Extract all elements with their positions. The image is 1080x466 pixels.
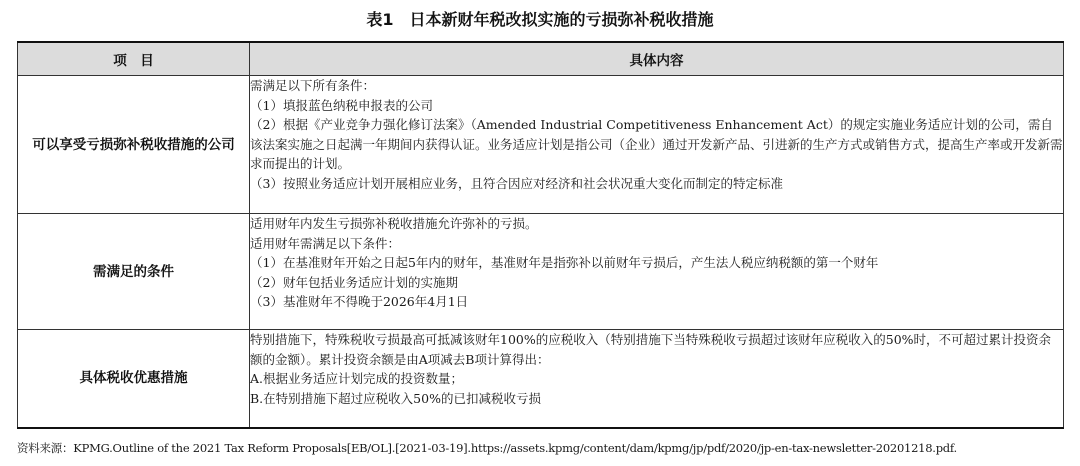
row-label: 可以享受亏损弥补税收措施的公司 (18, 76, 250, 214)
content-line: （2）根据《产业竞争力强化修订法案》（Amended Industrial Competitiveness Enhancement Act）的规定实施业务适应计划的公司，需自该法案实施之日起满一年期间内获得认证。业务适应计划是指公司（企业）通过开发新产品、引进新的生产方式或销售方式，提高生产率或开发新需求而提出的计划。 (250, 117, 1063, 171)
header-content: 具体内容 (250, 42, 1064, 76)
header-row (18, 42, 1064, 76)
source-note: 资料来源：KPMG.Outline of the 2021 Tax Reform Proposals[EB/OL].[2021-03-19].https://assets.kpmg/content/dam/kpmg/jp/pdf/2020/jp-en-tax-newsletter-20201218.pdf. (17, 441, 957, 455)
content-line: （3）按照业务适应计划开展相应业务，且符合因应对经济和社会状况重大变化而制定的特定标准 (250, 175, 783, 191)
table-title: 表1 日本新财年税改拟实施的亏损弥补税收措施 (366, 10, 714, 29)
content-line: 适用财年需满足以下条件： (250, 235, 401, 251)
content-line: 适用财年内发生亏损弥补税收措施允许弥补的亏损。 (250, 216, 538, 231)
row-content (250, 214, 1064, 330)
content-line: （2）财年包括业务适应计划的实施期 (250, 274, 458, 290)
row-content (250, 76, 1064, 214)
content-line: 特别措施下，特殊税收亏损最高可抵减该财年100%的应税收入（特别措施下当特殊税收亏损超过该财年应税收入的50%时，不可超过累计投资余额的金额）。累计投资余额是由A项减去B项计算得出： (250, 332, 1052, 367)
table-row (18, 76, 1064, 214)
row-content (250, 330, 1064, 428)
content-line: （1）填报蓝色纳税申报表的公司 (250, 97, 433, 113)
header-item: 项 目 (18, 42, 250, 76)
content-line: 需满足以下所有条件： (250, 78, 376, 93)
content-line: B.在特别措施下超过应税收入50%的已扣减税收亏损 (250, 390, 541, 406)
row-label: 需满足的条件 (18, 214, 250, 330)
table-row (18, 330, 1064, 428)
content-line: （3）基准财年不得晚于2026年4月1日 (250, 294, 469, 309)
content-line: （1）在基准财年开始之日起5年内的财年，基准财年是指弥补以前财年亏损后，产生法人税应纳税额的第一个财年 (250, 255, 879, 270)
content-line: A.根据业务适应计划完成的投资数量； (250, 371, 464, 386)
tax-measures-table (17, 41, 1064, 429)
table-row (18, 214, 1064, 330)
row-label: 具体税收优惠措施 (18, 330, 250, 428)
